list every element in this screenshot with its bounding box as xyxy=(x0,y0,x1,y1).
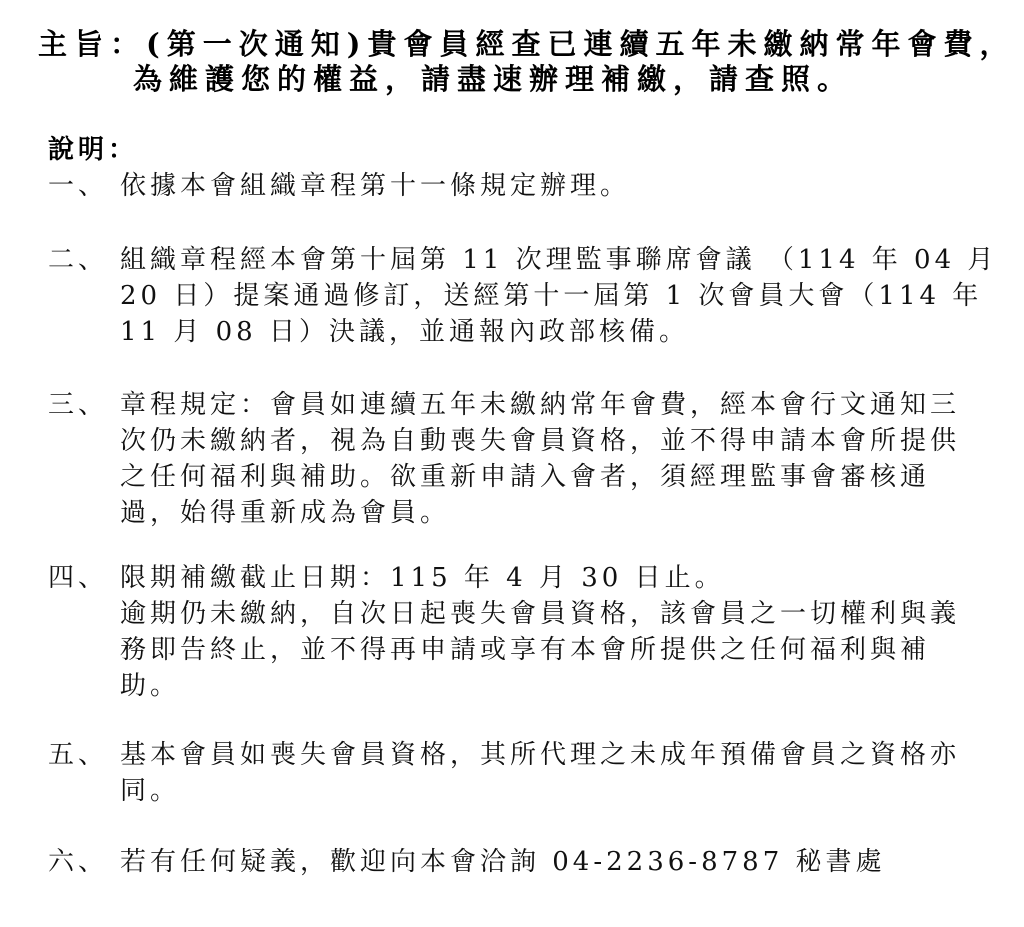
item-line: 依據本會組織章程第十一條規定辦理。 xyxy=(120,171,631,201)
explanation-list xyxy=(48,168,1024,880)
item-line: 20 日）提案通過修訂，送經第十一屆第 1 次會員大會（114 年 xyxy=(120,281,983,311)
item-body xyxy=(120,844,1024,880)
item-marker: 六、 xyxy=(48,847,109,877)
item-line: 11 月 08 日）決議，並通報內政部核備。 xyxy=(120,317,689,347)
item-line: 次仍未繳納者，視為自動喪失會員資格，並不得申請本會所提供 xyxy=(120,426,961,456)
item-line: 組織章程經本會第十屆第 11 次理監事聯席會議 （114 年 04 月 xyxy=(120,245,998,275)
item-line: 之任何福利與補助。欲重新申請入會者，須經理監事會審核通 xyxy=(120,462,931,492)
subject-line: 為維護您的權益，請盡速辦理補繳，請查照。 xyxy=(133,62,854,96)
item-body xyxy=(120,737,1024,809)
item-line: 基本會員如喪失會員資格，其所代理之未成年預備會員之資格亦 xyxy=(120,740,961,770)
item-line: 過，始得重新成為會員。 xyxy=(120,498,451,528)
item-body xyxy=(120,168,1024,204)
explanation-item-3 xyxy=(48,387,1024,531)
item-line: 限期補繳截止日期：115 年 4 月 30 日止。 xyxy=(120,563,725,593)
item-marker: 二、 xyxy=(48,245,109,275)
explanation-item-2 xyxy=(48,242,1024,350)
item-body xyxy=(120,242,1024,350)
item-body xyxy=(120,560,1024,704)
item-marker: 四、 xyxy=(48,563,109,593)
item-body xyxy=(120,387,1024,531)
item-marker: 三、 xyxy=(48,390,109,420)
explanation-item-6 xyxy=(48,844,1024,880)
item-line: 章程規定：會員如連續五年未繳納常年會費，經本會行文通知三 xyxy=(120,390,961,420)
item-line: 助。 xyxy=(120,671,181,701)
subject-block xyxy=(38,27,1024,97)
item-line: 若有任何疑義，歡迎向本會洽詢 04-2236-8787 秘書處 xyxy=(120,847,886,877)
item-marker: 一、 xyxy=(48,171,109,201)
explanation-heading: 說明： xyxy=(48,135,139,165)
subject-line: 主旨：(第一次通知)貴會員經查已連續五年未繳納常年會費， xyxy=(38,27,1016,61)
item-line: 同。 xyxy=(120,776,181,806)
item-line: 務即告終止，並不得再申請或享有本會所提供之任何福利與補 xyxy=(120,635,931,665)
explanation-item-1 xyxy=(48,168,1024,204)
explanation-item-4 xyxy=(48,560,1024,704)
explanation-item-5 xyxy=(48,737,1024,809)
item-line: 逾期仍未繳納，自次日起喪失會員資格，該會員之一切權利與義 xyxy=(120,599,961,629)
item-marker: 五、 xyxy=(48,740,109,770)
